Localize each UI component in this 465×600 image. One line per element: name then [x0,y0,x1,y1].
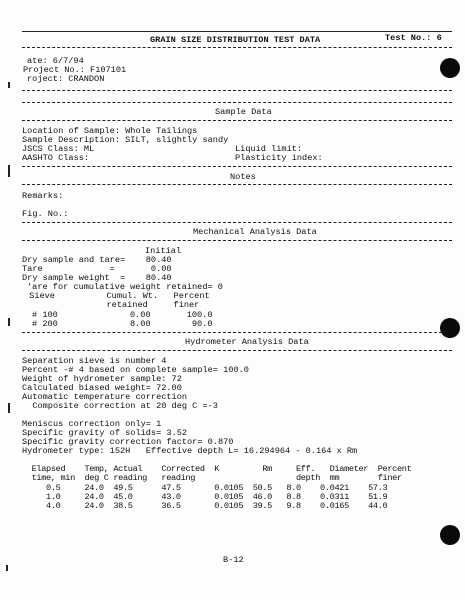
hydrometer-heading: Hydrometer Analysis Data [185,337,309,347]
sample-description: Sample Description: SILT, slightly sandy [22,135,229,145]
divider [22,47,452,48]
hydro-table-header-sub: time, min deg C reading reading depth mm finer [22,473,402,483]
sieve-header: Sieve Cumul. Wt. Percent [24,291,210,301]
mech-row: Dry sample weight = 80.40 [22,273,172,283]
divider [22,350,452,351]
aashto-class: AASHTO Class: [22,153,90,163]
margin-mark [6,565,8,571]
project-field: roject: CRANDON [27,74,105,84]
report-title: GRAIN SIZE DISTRIBUTION TEST DATA [150,35,321,45]
top-rule [22,31,452,32]
uscs-class: JSCS Class: ML [22,144,95,154]
hydro-line: Meniscus correction only= 1 [22,419,162,429]
hydro-line: Weight of hydrometer sample: 72 [22,374,182,384]
divider [22,332,452,333]
liquid-limit: Liquid limit: [235,144,303,154]
divider [22,166,452,167]
hydro-line: Separation sieve is number 4 [22,356,167,366]
sieve-row: # 100 0.00 100.0 [32,310,213,320]
hydro-table-row: 1.0 24.0 45.0 43.0 0.0105 46.0 8.8 0.0311 51.9 [22,492,388,502]
hydro-line: Composite correction at 20 deg C =-3 [22,401,218,411]
remarks-field: Remarks: [22,191,64,201]
plasticity-index: Plasticity index: [235,153,323,163]
initial-label: Initial [145,246,182,256]
fig-no-field: Fig. No.: [22,209,69,219]
punch-hole [440,318,460,338]
divider [22,102,452,103]
page-number: B-12 [223,555,244,565]
divider [22,184,452,185]
hydro-line: Specific gravity of solids= 3.52 [22,428,188,438]
hydro-line: Calculated biased weight= 72.00 [22,383,182,393]
hydro-table-row: 0.5 24.0 49.5 47.5 0.0105 50.5 8.0 0.0421 57.3 [22,483,388,493]
mech-row: Tare = 0.00 [22,264,172,274]
divider [22,120,452,121]
divider [22,90,452,91]
punch-hole [440,58,460,78]
mech-row: Dry sample and tare= 80.40 [22,255,172,265]
hydro-line: Specific gravity correction factor= 0.870 [22,437,234,447]
divider [22,222,452,223]
margin-mark [8,82,10,88]
hydro-line: Automatic temperature correction [22,392,188,402]
hydro-table-header: Elapsed Temp, Actual Corrected K Rm Eff. Diameter Percent [22,464,412,474]
punch-hole [440,525,460,545]
margin-mark [8,165,10,177]
tare-note: 'are for cumulative weight retained= 0 [27,282,223,292]
date-field: ate: 6/7/94 [27,56,84,66]
margin-mark [8,403,10,413]
project-number-field: Project No.: F107101 [23,65,127,75]
notes-heading: Notes [230,172,256,182]
test-number: Test No.: 6 [385,33,442,43]
divider [22,240,452,241]
sieve-row: # 200 8.00 90.0 [32,319,213,329]
hydro-line: Percent -# 4 based on complete sample= 100.0 [22,365,249,375]
sample-data-heading: Sample Data [215,107,272,117]
sample-location: Location of Sample: Whole Tailings [22,126,198,136]
hydro-line: Hydrometer type: 152H Effective depth L= 16.294964 - 0.164 x Rm [22,446,358,456]
margin-mark [8,318,10,326]
mechanical-heading: Mechanical Analysis Data [193,227,317,237]
hydro-table-row: 4.0 24.0 38.5 36.5 0.0105 39.5 9.8 0.0165 44.0 [22,501,388,511]
sieve-header-sub: retained finer [24,300,200,310]
